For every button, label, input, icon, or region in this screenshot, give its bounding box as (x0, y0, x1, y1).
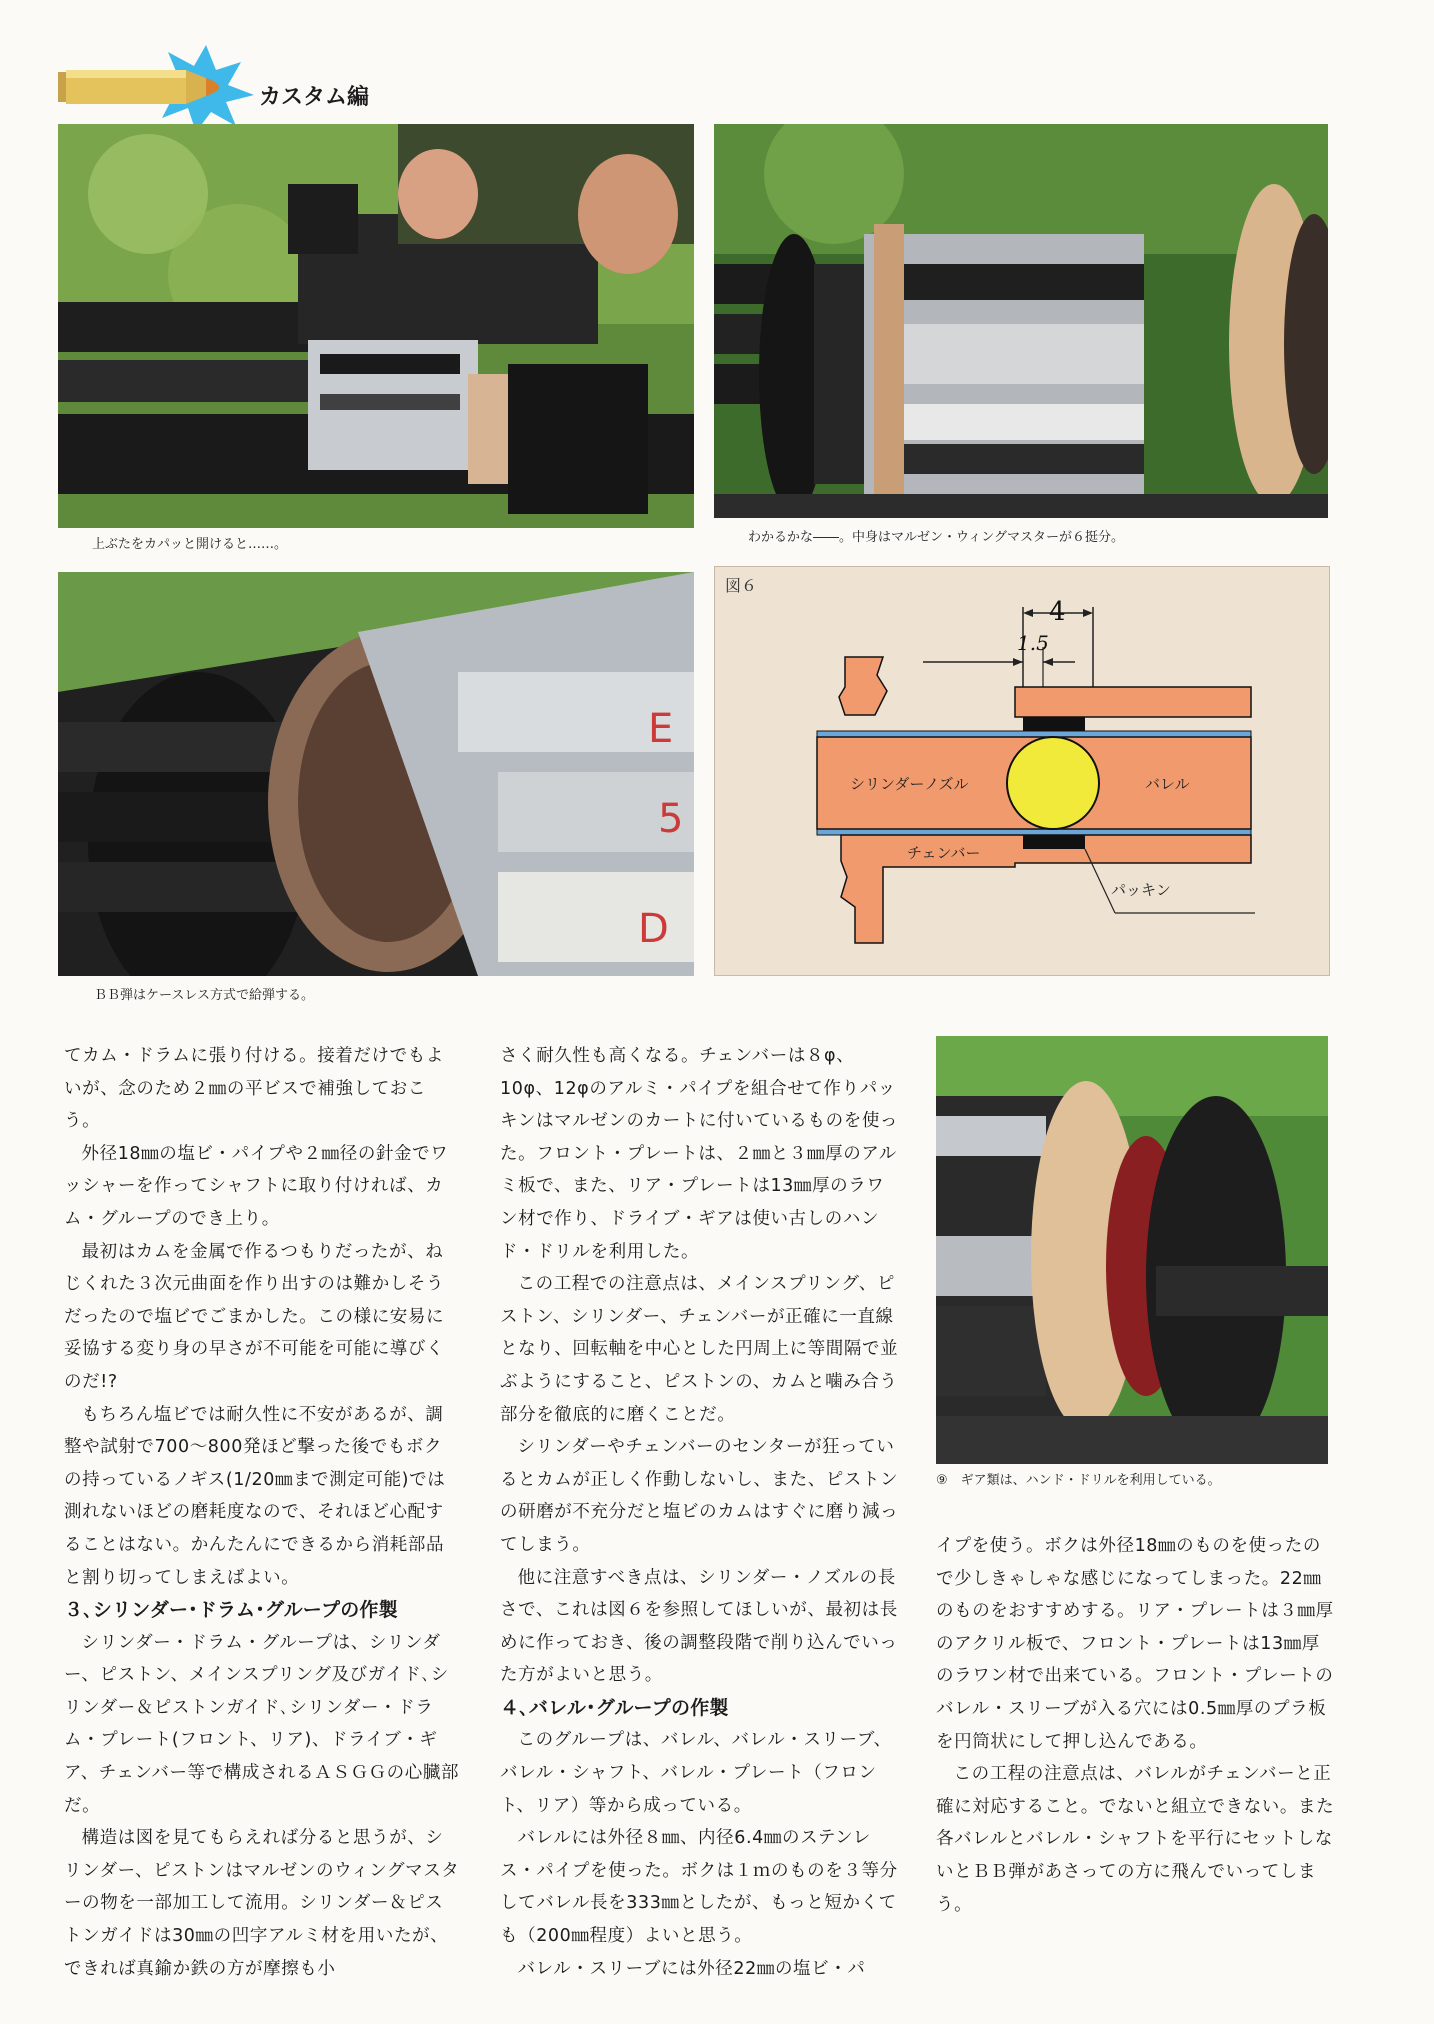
photo-bb-feed (58, 572, 694, 976)
paragraph: 外径18㎜の塩ビ・パイプや２㎜径の針金でワッシャーを作ってシャフトに取り付ければ、カム・グループのでき上り。 (64, 1143, 449, 1229)
paragraph: もちろん塩ビでは耐久性に不安があるが、調整や試射で700～800発ほど撃った後でもボクの持っているノギス(1/20㎜まで測定可能)では測れないほどの磨耗度なので、それほど心配することはない。かんたんにできるから消耗部品と割り切ってしまえばよい。 (64, 1404, 446, 1588)
paragraph: この工程での注意点は、メインスプリング、ピストン、シリンダー、チェンバーが正確に一直線となり、回転軸を中心とした円周上に等間隔で並ぶようにすること、ピストンの、カムと噛み合う部分を徹底的に磨くことだ。 (500, 1274, 899, 1425)
paragraph: さく耐久性も高くなる。チェンバーは８φ、10φ、12φのアルミ・パイプを組合せて作りパッキンはマルゼンのカートに付いているものを使った。フロント・プレートは、２㎜と３㎜厚のアルミ板で、また、リア・プレートは13㎜厚のラワン材で作り、ドライブ・ギアは使い古しのハンド・ドリルを利用した。 (500, 1046, 899, 1262)
text-column-2 (500, 1040, 900, 1985)
paragraph: シリンダーやチェンバーのセンターが狂っているとカムが正しく作動しないし、また、ピストンの研磨が不充分だと塩ビのカムはすぐに磨り減ってしまう。 (500, 1437, 899, 1555)
dimension-inner: 1.5 (1017, 631, 1049, 655)
paragraph: イプを使う。ボクは外径18㎜のものを使ったので少しきゃしゃな感じになってしまった。22㎜のものをおすすめする。リア・プレートは３㎜厚のアクリル板で、フロント・プレートは13㎜厚のラワン材で出来ている。フロント・プレートのバレル・スリーブが入る穴には0.5㎜厚のプラ板を円筒状にして押し込んである。 (936, 1536, 1334, 1752)
text-column-3 (936, 1530, 1336, 1921)
section-header (56, 40, 396, 130)
section-title: カスタム編 (259, 85, 370, 110)
dimension-outer: 4 (1049, 597, 1066, 627)
paragraph: この工程の注意点は、バレルがチェンバーと正確に対応すること。でないと組立できない。また各バレルとバレル・シャフトを平行にセットしないとＢＢ弾があさっての方に飛んでいってしまう。 (936, 1764, 1335, 1915)
caption-photo2: わかるかな――。中身はマルゼン・ウィングマスターが６挺分。 (748, 530, 1124, 545)
photo-gears (936, 1036, 1328, 1464)
paragraph: てカム・ドラムに張り付ける。接着だけでもよいが、念のため２㎜の平ビスで補強しておこう。 (64, 1046, 444, 1132)
paragraph: 他に注意すべき点は、シリンダー・ノズルの長さで、これは図６を参照してほしいが、最初は長めに作っておき、後の調整段階で削り込んでいった方がよいと思う。 (500, 1567, 898, 1686)
label-barrel: バレル (1145, 775, 1190, 793)
paragraph: シリンダー・ドラム・グループは、シリンダー、ピストン、メインスプリング及びガイド､シリンダー＆ピストンガイド､シリンダー・ドラム・プレート(フロント、リア)、ドライブ・ギア、チェンバー等で構成されるＡＳＧＧの心臓部だ。 (64, 1632, 460, 1816)
photo-open-cover (58, 124, 694, 528)
paragraph: このグループは、バレル、バレル・スリーブ、バレル・シャフト、バレル・プレート（フロント、リア）等から成っている。 (500, 1730, 892, 1816)
text-column-1 (64, 1040, 460, 1985)
label-cylinder-nozzle: シリンダーノズル (850, 775, 969, 793)
paragraph: バレル・スリーブには外径22㎜の塩ビ・パ (517, 1958, 866, 1979)
label-chamber: チェンバー (907, 844, 981, 862)
figure-label: 図６ (725, 576, 758, 595)
section-heading: ３､シリンダー･ドラム･グループの作製 (64, 1599, 398, 1622)
section-heading: ４､バレル･グループの作製 (500, 1696, 729, 1719)
paragraph: 構造は図を見てもらえれば分ると思うが、シリンダー、ピストンはマルゼンのウィングマスターの物を一部加工して流用。シリンダー＆ピストンガイドは30㎜の凹字アルミ材を用いたが、できれば真鍮か鉄の方が摩擦も小 (64, 1828, 460, 1979)
paragraph: バレルには外径８㎜、内径6.4㎜のステンレス・パイプを使った。ボクは１ｍのものを３等分してバレル長を333㎜としたが、もっと短かくても（200㎜程度）よいと思う。 (500, 1828, 898, 1947)
svg-text:E: E (648, 706, 674, 752)
svg-text:5: 5 (658, 796, 684, 842)
paragraph: 最初はカムを金属で作るつもりだったが、ねじくれた３次元曲面を作り出すのは難かしそうだったので塩ビでごまかした。この様に安易に妥協する変り身の早さが不可能を可能に導びくのだ!? (64, 1241, 445, 1392)
figure-6-diagram (714, 566, 1330, 976)
caption-photo3: ＢＢ弾はケースレス方式で給弾する。 (94, 988, 314, 1003)
svg-text:D: D (638, 906, 669, 952)
label-packing: パッキン (1111, 881, 1171, 899)
caption-photo1: 上ぶたをカパッと開けると……。 (92, 537, 288, 552)
bullet-burst-icon (56, 40, 266, 130)
caption-photo5: ⑨ ギア類は、ハンド・ドリルを利用している。 (936, 1473, 1221, 1488)
photo-six-cylinders (714, 124, 1328, 518)
